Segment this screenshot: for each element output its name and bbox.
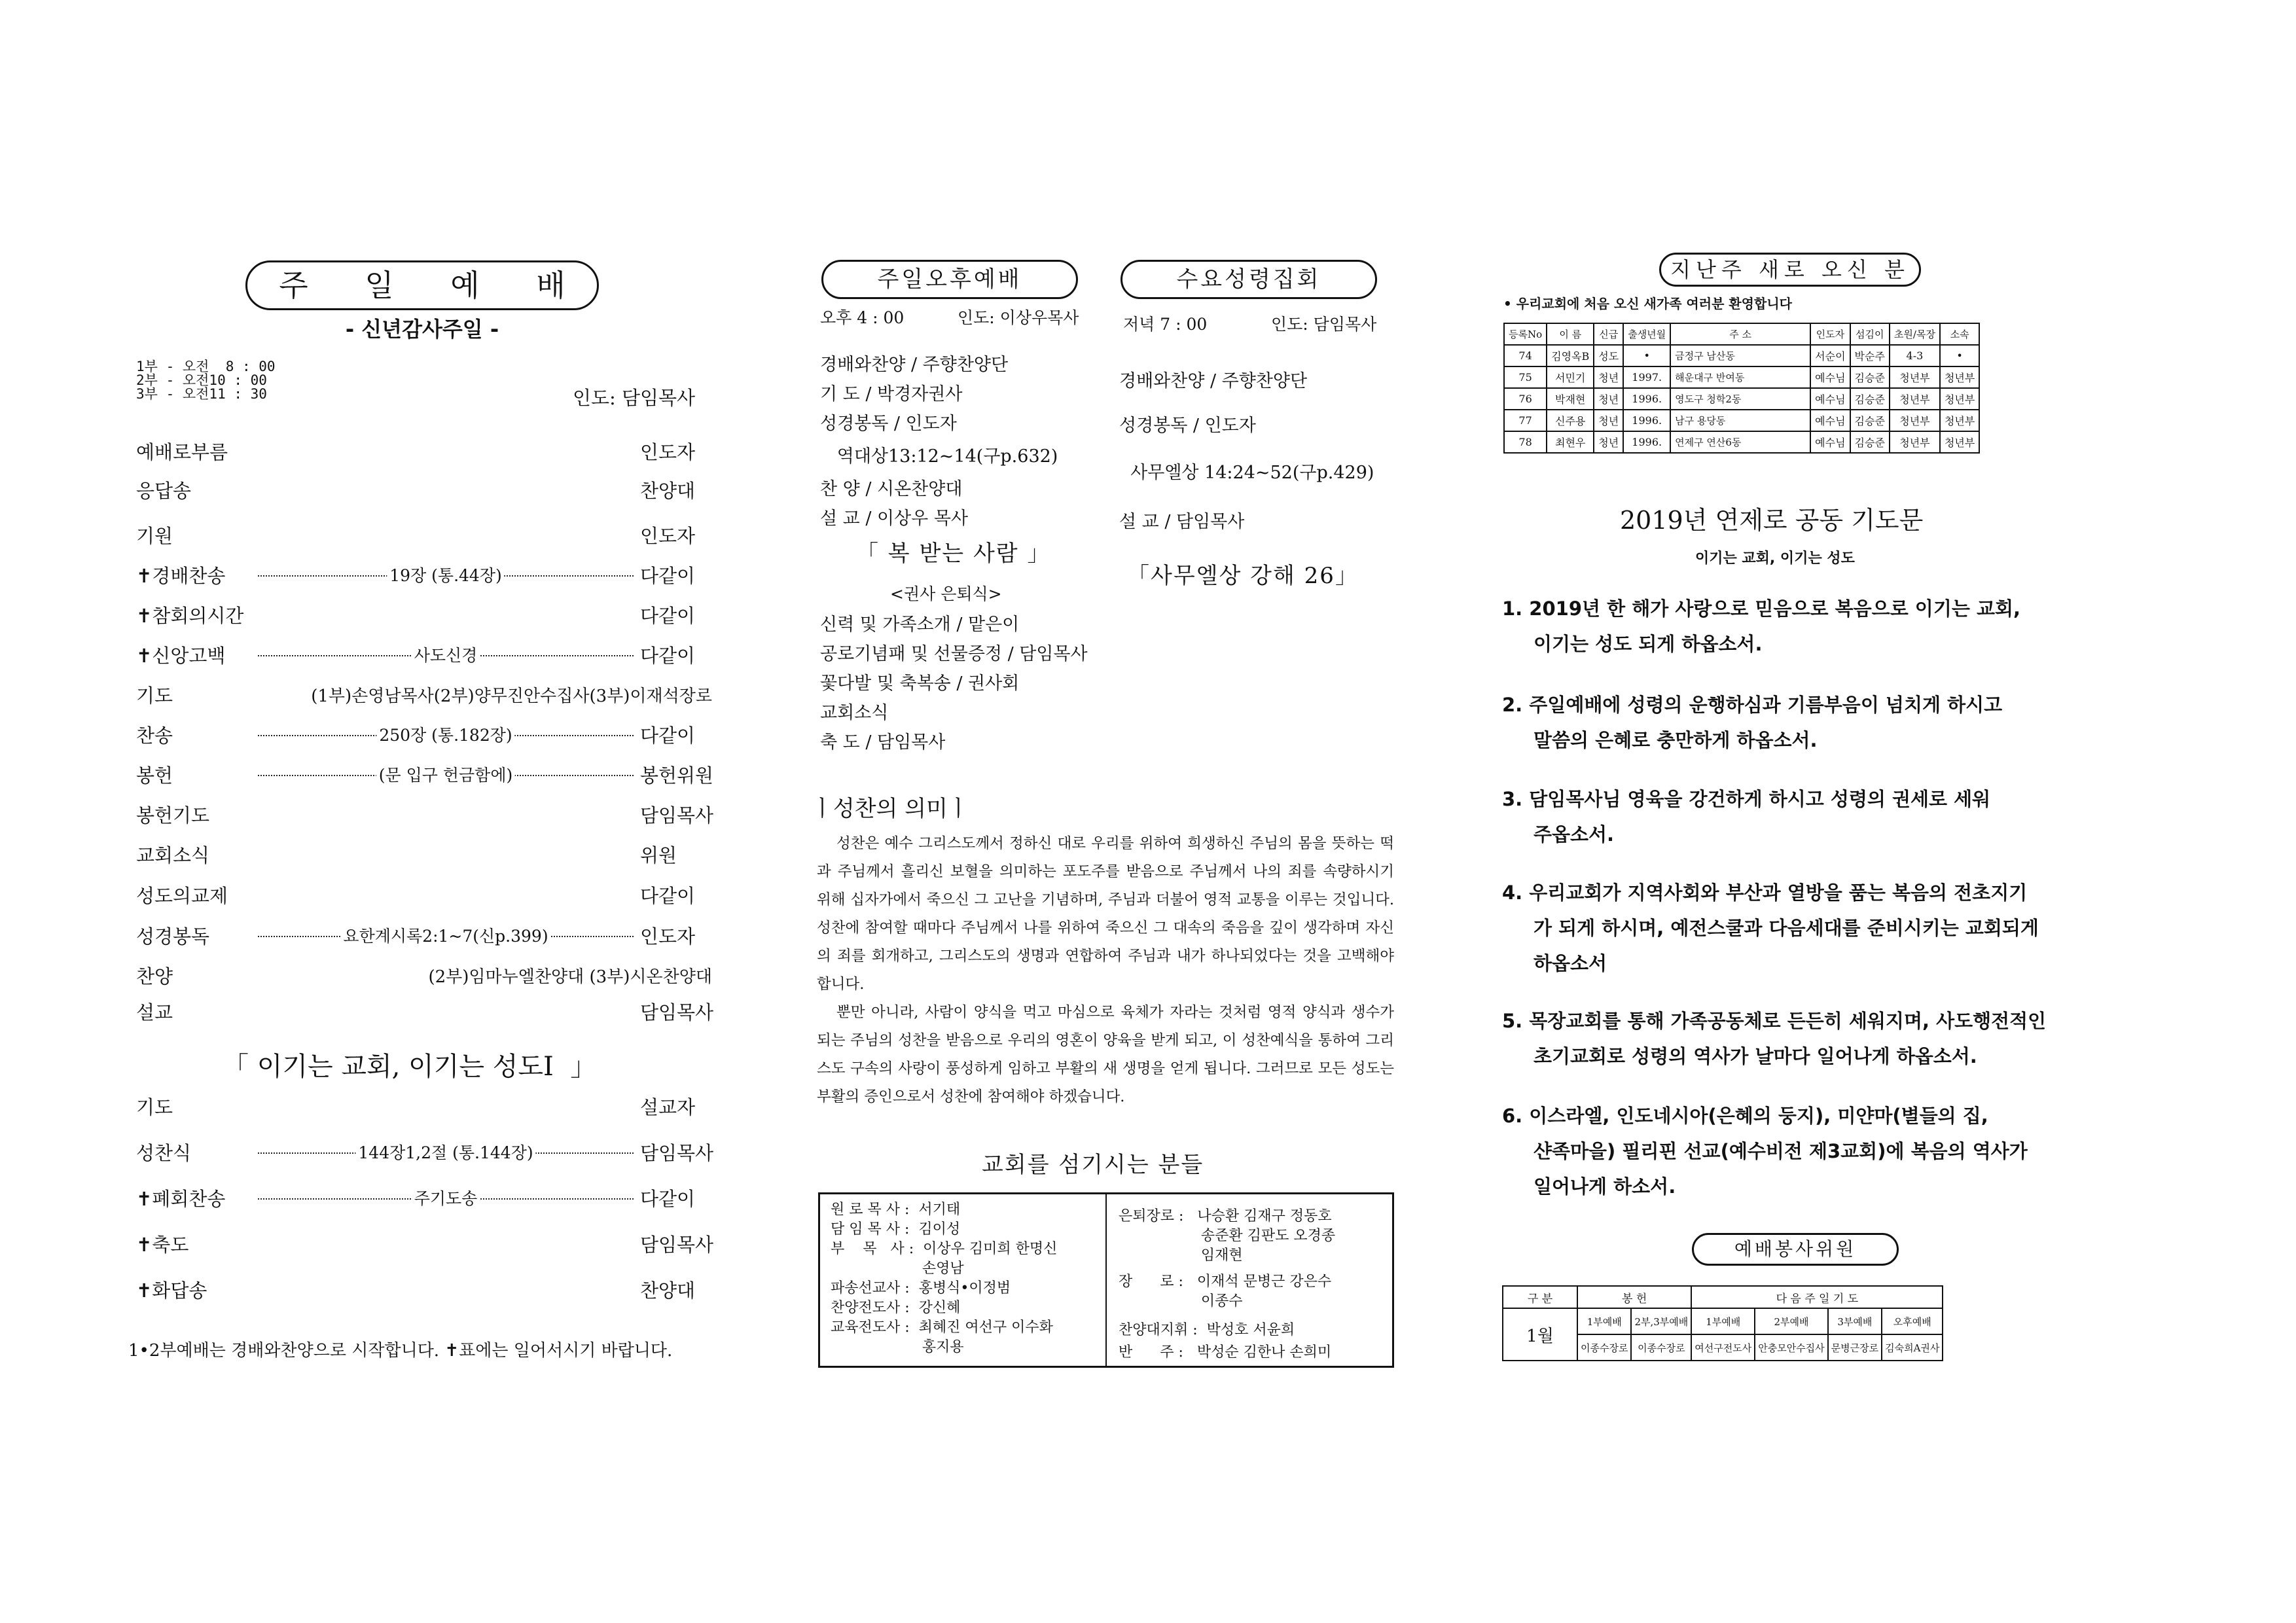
- order-row: [136, 962, 712, 988]
- prayer-line: 1. 2019년 한 해가 사랑으로 믿음으로 복음으로 이기는 교회,: [1502, 597, 2020, 620]
- order-label: 찬양: [136, 965, 173, 988]
- table-cell: 청년: [1594, 366, 1623, 388]
- order-leader-line: [258, 522, 634, 548]
- order-detail: 250장 (통.182장): [376, 722, 514, 746]
- table-cell: 연제구 연산6동: [1670, 431, 1810, 453]
- prayer-item: [1502, 591, 2091, 662]
- table-row: [1503, 1308, 1943, 1334]
- column-header: 섬김이: [1850, 323, 1890, 345]
- table-cell: 김영옥B: [1547, 345, 1594, 366]
- order-person: 다같이: [640, 724, 696, 747]
- table-cell: 서순이: [1810, 345, 1850, 366]
- order-leader-line: [258, 1093, 634, 1119]
- order-person: 찬양대: [640, 1279, 696, 1302]
- table-cell: 1996.: [1623, 388, 1670, 410]
- order-label: 예배로부름: [136, 440, 228, 463]
- event-line: 교회소식: [820, 703, 889, 723]
- table-cell: 청년: [1594, 388, 1623, 410]
- order-leader-line: [258, 1139, 634, 1165]
- sub-header: 2부,3부예배: [1631, 1308, 1691, 1334]
- staff-right-line: 임재현: [1119, 1247, 1243, 1264]
- volunteer-cell: 여선구전도사: [1691, 1334, 1755, 1361]
- order-label: 성도의교제: [136, 884, 228, 907]
- order-row: [136, 562, 712, 588]
- sub-header: 2부예배: [1755, 1308, 1827, 1334]
- service-volunteers-title: 예배봉사위원: [1692, 1233, 1899, 1266]
- volunteer-cell: 이종수장로: [1631, 1334, 1691, 1361]
- prayer-item: [1502, 1098, 2091, 1204]
- order-row: [136, 1230, 712, 1257]
- sunday-service-title: 주 일 예 배: [245, 260, 599, 310]
- table-cell: 청년부: [1940, 366, 1979, 388]
- order-label: 기원: [136, 524, 173, 547]
- order-label: ✝화답송: [136, 1279, 207, 1302]
- table-cell: 예수님: [1810, 410, 1850, 431]
- order-label: 성경봉독: [136, 925, 210, 948]
- afternoon-line: 찬 양 / 시온찬양대: [820, 479, 963, 499]
- event-line: 신력 및 가족소개 / 맡은이: [820, 615, 1020, 635]
- order-label: ✝경배찬송: [136, 564, 226, 587]
- order-detail: 19장 (통.44장): [387, 563, 504, 586]
- afternoon-service-title: 주일오후예배: [821, 260, 1078, 299]
- header-next-prayer: 다 음 주 일 기 도: [1691, 1286, 1943, 1308]
- prayer-item: [1502, 875, 2091, 981]
- order-leader-line: [258, 601, 634, 628]
- prayer-line: 이기는 성도 되게 하옵소서.: [1534, 633, 1763, 655]
- wednesday-leader: 인도: 담임목사: [1271, 315, 1377, 334]
- table-cell: 76: [1504, 388, 1547, 410]
- order-person: (1부)손영남목사(2부)양무진안수집사(3부)이재석장로: [311, 686, 712, 706]
- prayer-line: 2. 주일예배에 성령의 운행하심과 기름부음이 넘치게 하시고: [1502, 694, 2003, 716]
- column-header: 등록No: [1504, 323, 1547, 345]
- order-label: ✝축도: [136, 1233, 189, 1256]
- table-cell: 금정구 남산동: [1670, 345, 1810, 366]
- order-row: [136, 922, 712, 948]
- service-leader: 인도: 담임목사: [573, 387, 696, 409]
- table-cell: 청년부: [1940, 410, 1979, 431]
- table-cell: 성도: [1594, 345, 1623, 366]
- prayer-line: 주옵소서.: [1534, 823, 1615, 846]
- table-cell: 75: [1504, 366, 1547, 388]
- order-row: [136, 1185, 712, 1211]
- newcomers-note: • 우리교회에 처음 오신 새가족 여러분 환영합니다: [1503, 296, 1792, 312]
- order-detail: (문 입구 헌금함에): [376, 762, 515, 786]
- prayer-line: 4. 우리교회가 지역사회와 부산과 열방을 품는 복음의 전초지기: [1502, 882, 2028, 904]
- afternoon-leader: 인도: 이상우목사: [958, 308, 1079, 327]
- sub-header: 오후예배: [1882, 1308, 1943, 1334]
- table-cell: 김승준: [1850, 366, 1890, 388]
- order-person: 찬양대: [640, 479, 696, 502]
- order-row: [136, 841, 712, 867]
- order-row: [136, 681, 712, 707]
- communion-meaning-heading: ㅣ성찬의 의미ㅣ: [812, 796, 969, 822]
- communion-meaning-body: [817, 830, 1394, 1111]
- prayer-line: 하옵소서: [1534, 952, 1607, 974]
- column-header: 인도자: [1810, 323, 1850, 345]
- staff-heading: 교회를 섬기시는 분들: [982, 1152, 1204, 1178]
- order-person: 인도자: [640, 440, 696, 463]
- subtitle: - 신년감사주일 -: [345, 317, 499, 342]
- service-volunteers-table: [1502, 1285, 1943, 1361]
- order-row: [136, 882, 712, 908]
- sub-header: 1부예배: [1691, 1308, 1755, 1334]
- afternoon-time: 오후 4 : 00: [820, 308, 905, 327]
- order-leader-line: [258, 1185, 634, 1211]
- order-row: [136, 438, 712, 464]
- order-leader-line: [258, 438, 634, 464]
- newcomers-title: 지난주 새로 오신 분: [1659, 253, 1921, 287]
- order-person: 담임목사: [640, 1233, 714, 1256]
- afternoon-line: 기 도 / 박경자권사: [820, 384, 963, 404]
- staff-left-line: 찬양전도사 : 강신혜: [831, 1300, 961, 1316]
- time-1: 1부 - 오전 8 : 00: [136, 359, 276, 374]
- order-person: 담임목사: [640, 1141, 714, 1164]
- table-row: [1503, 1286, 1943, 1308]
- order-person: (2부)임마누엘찬양대 (3부)시온찬양대: [428, 967, 712, 987]
- column-header: 이 름: [1547, 323, 1594, 345]
- table-cell: 청년부: [1890, 410, 1940, 431]
- order-row: [136, 601, 712, 628]
- prayer-line: 말씀의 은혜로 충만하게 하옵소서.: [1534, 729, 1818, 751]
- order-detail: 144장1,2절 (통.144장): [355, 1140, 535, 1164]
- header-offering: 봉 헌: [1577, 1286, 1691, 1308]
- wednesday-sermon: 「사무엘상 강해 26」: [1127, 563, 1359, 589]
- order-leader-line: [258, 1276, 634, 1302]
- order-person: 위원: [640, 844, 677, 866]
- prayer-item: [1502, 687, 2091, 758]
- order-leader-line: [258, 641, 634, 668]
- wednesday-service-title: 수요성령집회: [1121, 260, 1377, 299]
- order-person: 다같이: [640, 1187, 696, 1210]
- prayer-subtitle: 이기는 교회, 이기는 성도: [1695, 550, 1855, 567]
- table-cell: 청년부: [1940, 388, 1979, 410]
- table-cell: 1997.: [1623, 366, 1670, 388]
- staff-divider: [1105, 1194, 1107, 1366]
- paragraph: 뿐만 아니라, 사람이 양식을 먹고 마심으로 육체가 자라는 것처럼 영적 양식과 생수가 되는 주님의 성찬을 받음으로 우리의 영혼이 양육을 받게 되고, 이 성찬예식을 통하여 그리스도 구속의 사랑이 풍성하게 임하고 부활의 새 생명을 얻게 됩니다. 그러므로 모든 성도는 부활의 증인으로서 성찬에 참여해야 하겠습니다.: [817, 1004, 1394, 1105]
- staff-right-line: 이종수: [1119, 1293, 1243, 1310]
- table-cell: 김승준: [1850, 431, 1890, 453]
- order-leader-line: [258, 1230, 634, 1257]
- order-row: [136, 1276, 712, 1302]
- column-header: 출생년월: [1623, 323, 1670, 345]
- order-person: 담임목사: [640, 804, 714, 827]
- order-person: 다같이: [640, 564, 696, 587]
- wednesday-line: 사무엘상 14:24~52(구p.429): [1119, 463, 1374, 483]
- event-line: 공로기념패 및 선물증정 / 담임목사: [820, 644, 1088, 664]
- afternoon-sermon: 「 복 받는 사람 」: [856, 541, 1051, 567]
- order-label: ✝신앙고백: [136, 644, 226, 667]
- table-cell: 청년: [1594, 410, 1623, 431]
- table-cell: 74: [1504, 345, 1547, 366]
- order-leader-line: [258, 962, 422, 988]
- order-leader-line: [258, 681, 304, 707]
- column-header: 소속: [1940, 323, 1979, 345]
- order-label: ✝폐회찬송: [136, 1187, 226, 1210]
- prayer-item: [1502, 1003, 2091, 1074]
- order-person: 설교자: [640, 1096, 696, 1118]
- order-leader-line: [258, 922, 634, 948]
- footnote: 1•2부예배는 경배와찬양으로 시작합니다. ✝표에는 일어서시기 바랍니다.: [128, 1341, 673, 1361]
- time-2: 2부 - 오전10 : 00: [136, 372, 267, 388]
- table-cell: 박재현: [1547, 388, 1594, 410]
- order-person: 다같이: [640, 604, 696, 627]
- order-row: [136, 721, 712, 747]
- staff-left-line: 손영남: [831, 1260, 964, 1277]
- volunteer-cell: 이종수장로: [1577, 1334, 1631, 1361]
- order-label: 기도: [136, 1096, 173, 1118]
- table-row: [1504, 388, 1979, 410]
- order-leader-line: [258, 761, 634, 787]
- sub-header: 3부예배: [1828, 1308, 1882, 1334]
- table-cell: 최현우: [1547, 431, 1594, 453]
- order-row: [136, 522, 712, 548]
- table-cell: 남구 용당동: [1670, 410, 1810, 431]
- order-leader-line: [258, 998, 634, 1024]
- order-leader-line: [258, 562, 634, 588]
- order-leader-line: [258, 801, 634, 827]
- staff-left-line: 파송선교사 : 홍병식•이정범: [831, 1280, 1011, 1296]
- newcomers-table: [1503, 323, 1980, 454]
- afternoon-line: 설 교 / 이상우 목사: [820, 508, 969, 529]
- prayer-line: 가 되게 하시며, 예전스쿨과 다음세대를 준비시키는 교회되게: [1534, 917, 2039, 939]
- prayer-title: 2019년 연제로 공동 기도문: [1620, 506, 1924, 535]
- staff-left-line: 원 로 목 사 : 서기태: [831, 1202, 961, 1218]
- table-cell: 영도구 청학2동: [1670, 388, 1810, 410]
- staff-left-line: 부 목 사 : 이상우 김미희 한명신: [831, 1241, 1058, 1257]
- prayer-line: 샨족마을) 필리핀 선교(예수비전 제3교회)에 복음의 역사가: [1534, 1140, 2028, 1162]
- table-cell: 4-3: [1890, 345, 1940, 366]
- staff-right-line: 장 로 : 이재석 문병근 강은수: [1119, 1274, 1332, 1290]
- table-cell: 예수님: [1810, 388, 1850, 410]
- afternoon-line: 역대상13:12~14(구p.632): [820, 446, 1058, 467]
- wednesday-line: 경배와찬양 / 주향찬양단: [1119, 371, 1308, 391]
- prayer-line: 3. 담임목사님 영육을 강건하게 하시고 성령의 권세로 세워: [1502, 788, 1991, 810]
- time-3: 3부 - 오전11 : 30: [136, 386, 267, 402]
- order-row: [136, 998, 712, 1024]
- order-row: [136, 761, 712, 787]
- table-row: [1504, 431, 1979, 453]
- staff-box: [818, 1192, 1394, 1368]
- wednesday-time: 저녁 7 : 00: [1123, 315, 1208, 334]
- order-label: 찬송: [136, 724, 173, 747]
- service-times: [136, 360, 276, 401]
- staff-right-line: 찬양대지휘 : 박성호 서윤희: [1119, 1322, 1295, 1338]
- order-label: 봉헌: [136, 764, 173, 787]
- table-cell: 예수님: [1810, 366, 1850, 388]
- staff-right-line: 은퇴장로 : 나승환 김재구 정동호: [1119, 1208, 1332, 1224]
- order-leader-line: [258, 841, 634, 867]
- staff-left-line: 담 임 목 사 : 김이성: [831, 1221, 961, 1238]
- table-row: [1504, 410, 1979, 431]
- afternoon-line: 경배와찬양 / 주향찬양단: [820, 355, 1009, 375]
- header-gubun: 구 분: [1503, 1286, 1577, 1308]
- volunteer-cell: 안충모안수집사: [1755, 1334, 1827, 1361]
- paragraph: 성찬은 예수 그리스도께서 정하신 대로 우리를 위하여 희생하신 주님의 몸을 뜻하는 떡과 주님께서 흘리신 보혈을 의미하는 포도주를 받음으로 주님께서 나의 죄를 속량하시기 위해 십자가에서 죽으신 그 고난을 기념하며, 주님과 더불어 영적 교통을 이루는 것입니다. 성찬에 참여할 때마다 주님께서 나를 위하여 죽으신 그 대속의 죽음을 깊이 생각하며 자신의 죄를 회개하고, 그리스도의 생명과 연합하여 주님과 내가 하나되었다는 것을 고백해야 합니다.: [817, 835, 1394, 993]
- table-cell: 청년부: [1890, 431, 1940, 453]
- retirement-event: <권사 은퇴식>: [890, 584, 1002, 603]
- order-label: ✝참회의시간: [136, 604, 244, 627]
- order-label: 설교: [136, 1001, 173, 1024]
- table-cell: 김승준: [1850, 410, 1890, 431]
- order-label: 봉헌기도: [136, 804, 210, 827]
- table-cell: 신주용: [1547, 410, 1594, 431]
- staff-right-line: 송준환 김판도 오경종: [1119, 1228, 1336, 1244]
- order-person: 다같이: [640, 644, 696, 667]
- order-row: [136, 801, 712, 827]
- sub-header: 1부예배: [1577, 1308, 1631, 1334]
- order-person: 봉헌위원: [640, 764, 714, 787]
- order-label: 성찬식: [136, 1141, 192, 1164]
- staff-left-line: 홍지용: [831, 1339, 964, 1355]
- event-line: 축 도 / 담임목사: [820, 732, 946, 753]
- prayer-line: 초기교회로 성령의 역사가 날마다 일어나게 하옵소서.: [1534, 1045, 1977, 1067]
- order-detail: 사도신경: [412, 643, 480, 666]
- table-cell: 청년부: [1890, 366, 1940, 388]
- order-row: [136, 641, 712, 668]
- column-header: 초원/목장: [1890, 323, 1940, 345]
- table-cell: 78: [1504, 431, 1547, 453]
- table-row: [1504, 366, 1979, 388]
- table-row: [1504, 345, 1979, 366]
- table-cell: 청년: [1594, 431, 1623, 453]
- order-detail: 주기도송: [412, 1186, 480, 1209]
- order-label: 교회소식: [136, 844, 210, 866]
- event-line: 꽃다발 및 축복송 / 권사회: [820, 673, 1020, 694]
- prayer-line: 일어나게 하소서.: [1534, 1175, 1676, 1198]
- staff-right-line: 반 주 : 박성순 김한나 손희미: [1119, 1344, 1332, 1361]
- order-label: 응답송: [136, 479, 192, 502]
- table-header-row: [1504, 323, 1979, 345]
- order-row: [136, 476, 712, 503]
- order-leader-line: [258, 721, 634, 747]
- order-person: 다같이: [640, 884, 696, 907]
- table-cell: 청년부: [1940, 431, 1979, 453]
- order-person: 담임목사: [640, 1001, 714, 1024]
- order-leader-line: [258, 476, 634, 503]
- table-cell: 1996.: [1623, 410, 1670, 431]
- prayer-item: [1502, 781, 2091, 852]
- sermon-title: 「 이기는 교회, 이기는 성도Ⅰ 」: [223, 1052, 597, 1082]
- table-cell: 예수님: [1810, 431, 1850, 453]
- table-cell: 해운대구 반여동: [1670, 366, 1810, 388]
- table-cell: •: [1623, 345, 1670, 366]
- afternoon-line: 성경봉독 / 인도자: [820, 414, 957, 434]
- order-row: [136, 1093, 712, 1119]
- table-cell: 서민기: [1547, 366, 1594, 388]
- month-cell: 1월: [1503, 1308, 1577, 1361]
- order-person: 인도자: [640, 925, 696, 948]
- wednesday-line: 성경봉독 / 인도자: [1119, 416, 1256, 436]
- table-cell: 청년부: [1890, 388, 1940, 410]
- order-row: [136, 1139, 712, 1165]
- table-cell: •: [1940, 345, 1979, 366]
- volunteer-cell: 김숙희A권사: [1882, 1334, 1943, 1361]
- prayer-line: 6. 이스라엘, 인도네시아(은혜의 둥지), 미얀마(별들의 집,: [1502, 1105, 1988, 1127]
- table-cell: 77: [1504, 410, 1547, 431]
- table-cell: 박순주: [1850, 345, 1890, 366]
- order-person: 인도자: [640, 524, 696, 547]
- table-cell: 김승준: [1850, 388, 1890, 410]
- volunteer-cell: 문병근장로: [1828, 1334, 1882, 1361]
- column-header: 신급: [1594, 323, 1623, 345]
- staff-left-line: 교육전도사 : 최혜진 여선구 이수화: [831, 1319, 1053, 1336]
- prayer-line: 5. 목장교회를 통해 가족공동체로 든든히 세워지며, 사도행전적인: [1502, 1010, 2047, 1032]
- table-cell: 1996.: [1623, 431, 1670, 453]
- order-leader-line: [258, 882, 634, 908]
- wednesday-line: 설 교 / 담임목사: [1119, 512, 1245, 532]
- order-label: 기도: [136, 684, 173, 707]
- column-header: 주 소: [1670, 323, 1810, 345]
- table-body: [1504, 345, 1979, 453]
- order-detail: 요한계시록2:1~7(신p.399): [340, 923, 550, 947]
